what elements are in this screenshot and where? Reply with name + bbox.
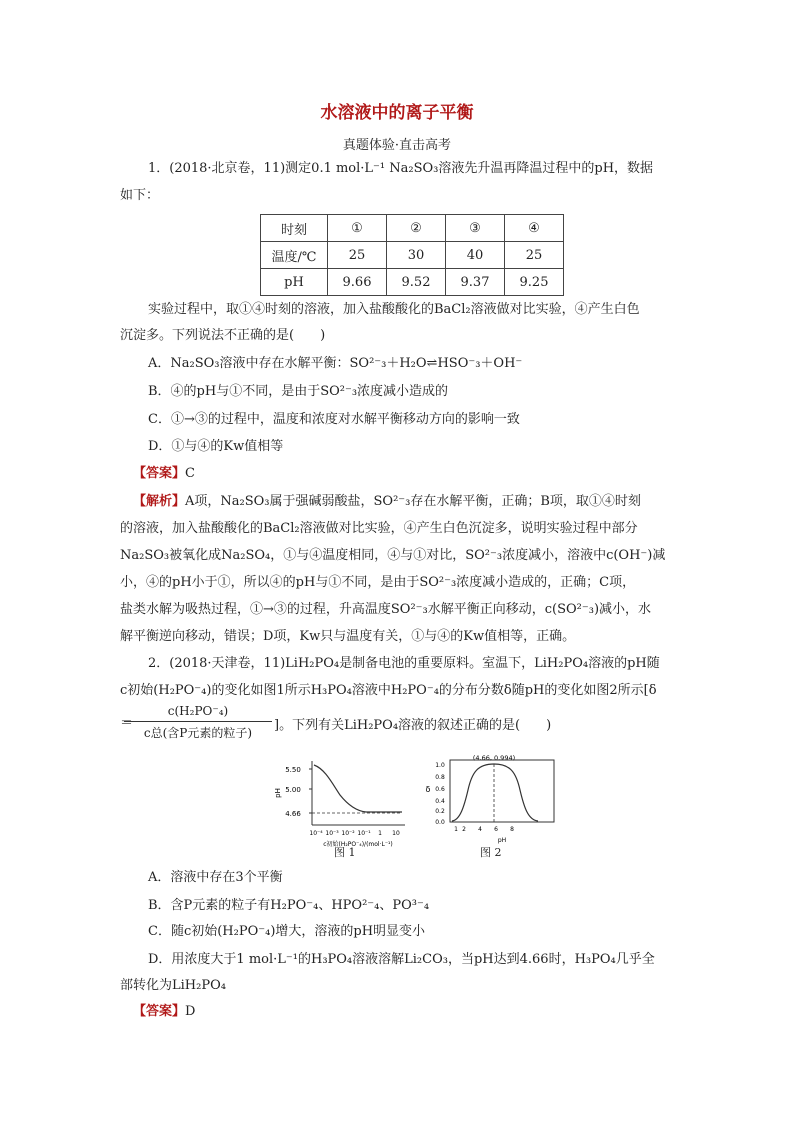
table-cell: 30 [387, 242, 446, 269]
x-axis-label: c初始(H₂PO⁻₄)/(mol·L⁻¹) [323, 841, 393, 848]
q1-option-b: B．④的pH与①不同，是由于SO²⁻₃浓度减小造成的 [148, 384, 449, 399]
table-cell: 25 [328, 242, 387, 269]
y-axis-label: pH [274, 788, 282, 798]
table-cell: ② [387, 215, 446, 242]
y-tick-label: 5.00 [285, 786, 301, 794]
q2-stem-line2: c初始(H₂PO⁻₄)的变化如图1所示H₃PO₄溶液中H₂PO⁻₄的分布分数δ随pH的变化如图2所示[δ [120, 683, 657, 698]
distribution-curve [452, 764, 538, 821]
q1-paragraph-line2: 沉淀多。下列说法不正确的是( ) [120, 328, 326, 343]
table-cell: 40 [446, 242, 505, 269]
q2-option-d-line2: 部转化为LiH₂PO₄ [120, 978, 226, 993]
table-row [261, 242, 564, 269]
fraction-numerator: c(H₂PO⁻₄) [167, 704, 229, 718]
x-tick-label: 2 [462, 826, 466, 833]
x-tick-label: 8 [510, 826, 514, 833]
table-cell: 9.66 [328, 269, 387, 296]
q1-option-a: A．Na₂SO₃溶液中存在水解平衡：SO²⁻₃＋H₂O⇌HSO⁻₃＋OH⁻ [148, 356, 523, 371]
answer-value: D [185, 1004, 196, 1019]
figure-1-chart [270, 755, 420, 855]
fraction-bar [124, 721, 272, 722]
table-row [261, 269, 564, 296]
q1-stem-line2: 如下： [120, 188, 160, 203]
explanation-tag: 【解析】 [133, 494, 186, 509]
q1-paragraph-line1: 实验过程中，取①④时刻的溶液，加入盐酸酸化的BaCl₂溶液做对比实验，④产生白色 [148, 302, 640, 317]
q2-option-d-line1: D．用浓度大于1 mol·L⁻¹的H₃PO₄溶液溶解Li₂CO₃，当pH达到4.66时，H₃PO₄几乎全 [148, 952, 655, 967]
y-tick-label: 0.0 [435, 819, 445, 826]
q1-answer [133, 465, 195, 483]
x-tick-label: 4 [478, 826, 482, 833]
q1-explanation-line3: Na₂SO₃被氧化成Na₂SO₄，①与④温度相同，④与①对比，SO²⁻₃浓度减小，溶液中c(OH⁻)减 [120, 548, 666, 563]
q1-explanation-line6: 解平衡逆向移动，错误；D项，Kw只与温度有关，①与④的Kw值相等，正确。 [120, 629, 576, 644]
q2-stem-line1: 2．(2018·天津卷，11)LiH₂PO₄是制备电池的重要原料。室温下，LiH₂PO₄溶液的pH随 [148, 656, 660, 671]
fraction-denominator: c总(含P元素的粒子) [143, 726, 253, 740]
q1-stem-line1: 1．(2018·北京卷，11)测定0.1 mol·L⁻¹ Na₂SO₃溶液先升温再降温过程中的pH，数据 [148, 161, 654, 176]
table-cell: ③ [446, 215, 505, 242]
figure-1-caption: 图 1 [334, 846, 356, 859]
x-tick-label: 10⁻¹ [357, 830, 371, 837]
table-cell: 温度/℃ [261, 242, 328, 269]
q1-explanation-line2: 的溶液，加入盐酸酸化的BaCl₂溶液做对比实验，④产生白色沉淀多，说明实验过程中部分 [120, 521, 638, 536]
x-tick-label: 1 [378, 830, 382, 837]
ph-data-table [260, 214, 564, 296]
q1-explanation-line4: 小，④的pH小于①，所以④的pH与①不同，是由于SO²⁻₃浓度减小造成的，正确；C项， [120, 575, 636, 590]
q1-explanation-line1 [133, 493, 641, 511]
table-cell: ④ [505, 215, 564, 242]
figure-2-caption: 图 2 [480, 846, 502, 859]
y-tick-label: 0.2 [435, 808, 445, 815]
x-tick-label: 10⁻³ [325, 830, 339, 837]
peak-label: (4.66, 0.994) [472, 754, 516, 762]
answer-tag: 【答案】 [133, 1004, 186, 1019]
plot-frame [450, 760, 554, 822]
y-axis-label: δ [425, 785, 431, 794]
y-tick-label: 1.0 [435, 762, 445, 769]
x-tick-label: 6 [494, 826, 498, 833]
x-axis-label: pH [497, 837, 507, 844]
explanation-text: A项，Na₂SO₃属于强碱弱酸盐，SO²⁻₃存在水解平衡，正确；B项，取①④时刻 [185, 494, 641, 509]
q2-option-a: A．溶液中存在3个平衡 [148, 870, 283, 885]
y-tick-label: 5.50 [285, 766, 301, 774]
ph-curve [314, 765, 402, 812]
table-cell: 9.25 [505, 269, 564, 296]
y-tick-label: 0.8 [435, 774, 445, 781]
q2-equals: ＝ [120, 716, 134, 731]
table-cell: ① [328, 215, 387, 242]
y-tick-label: 0.6 [435, 786, 445, 793]
table-cell: 25 [505, 242, 564, 269]
answer-value: C [185, 466, 195, 481]
x-tick-label: 10 [392, 830, 400, 837]
table-cell: 时刻 [261, 215, 328, 242]
x-tick-label: 10⁻² [341, 830, 355, 837]
figure-2-chart [420, 752, 560, 852]
page-title: 水溶液中的离子平衡 [320, 103, 474, 123]
table-row [261, 215, 564, 242]
table-cell: pH [261, 269, 328, 296]
q1-option-c: C．①→③的过程中，温度和浓度对水解平衡移动方向的影响一致 [148, 412, 520, 427]
x-tick-label: 10⁻⁴ [309, 830, 323, 837]
q2-stem-line3: ]。下列有关LiH₂PO₄溶液的叙述正确的是( ) [274, 718, 552, 733]
q1-explanation-line5: 盐类水解为吸热过程，①→③的过程，升高温度SO²⁻₃水解平衡正向移动，c(SO²⁻₃)减小，水 [120, 602, 652, 617]
y-tick-label: 4.66 [285, 810, 301, 818]
y-tick-label: 0.4 [435, 798, 445, 805]
section-subtitle: 真题体验·直击高考 [342, 138, 452, 153]
x-tick-label: 1 [454, 826, 458, 833]
q2-option-b: B．含P元素的粒子有H₂PO⁻₄、HPO²⁻₄、PO³⁻₄ [148, 898, 430, 913]
table-cell: 9.52 [387, 269, 446, 296]
table-cell: 9.37 [446, 269, 505, 296]
answer-tag: 【答案】 [133, 466, 186, 481]
q2-answer [133, 1003, 195, 1021]
q2-option-c: C．随c初始(H₂PO⁻₄)增大，溶液的pH明显变小 [148, 924, 426, 939]
q1-option-d: D．①与④的Kw值相等 [148, 439, 284, 454]
